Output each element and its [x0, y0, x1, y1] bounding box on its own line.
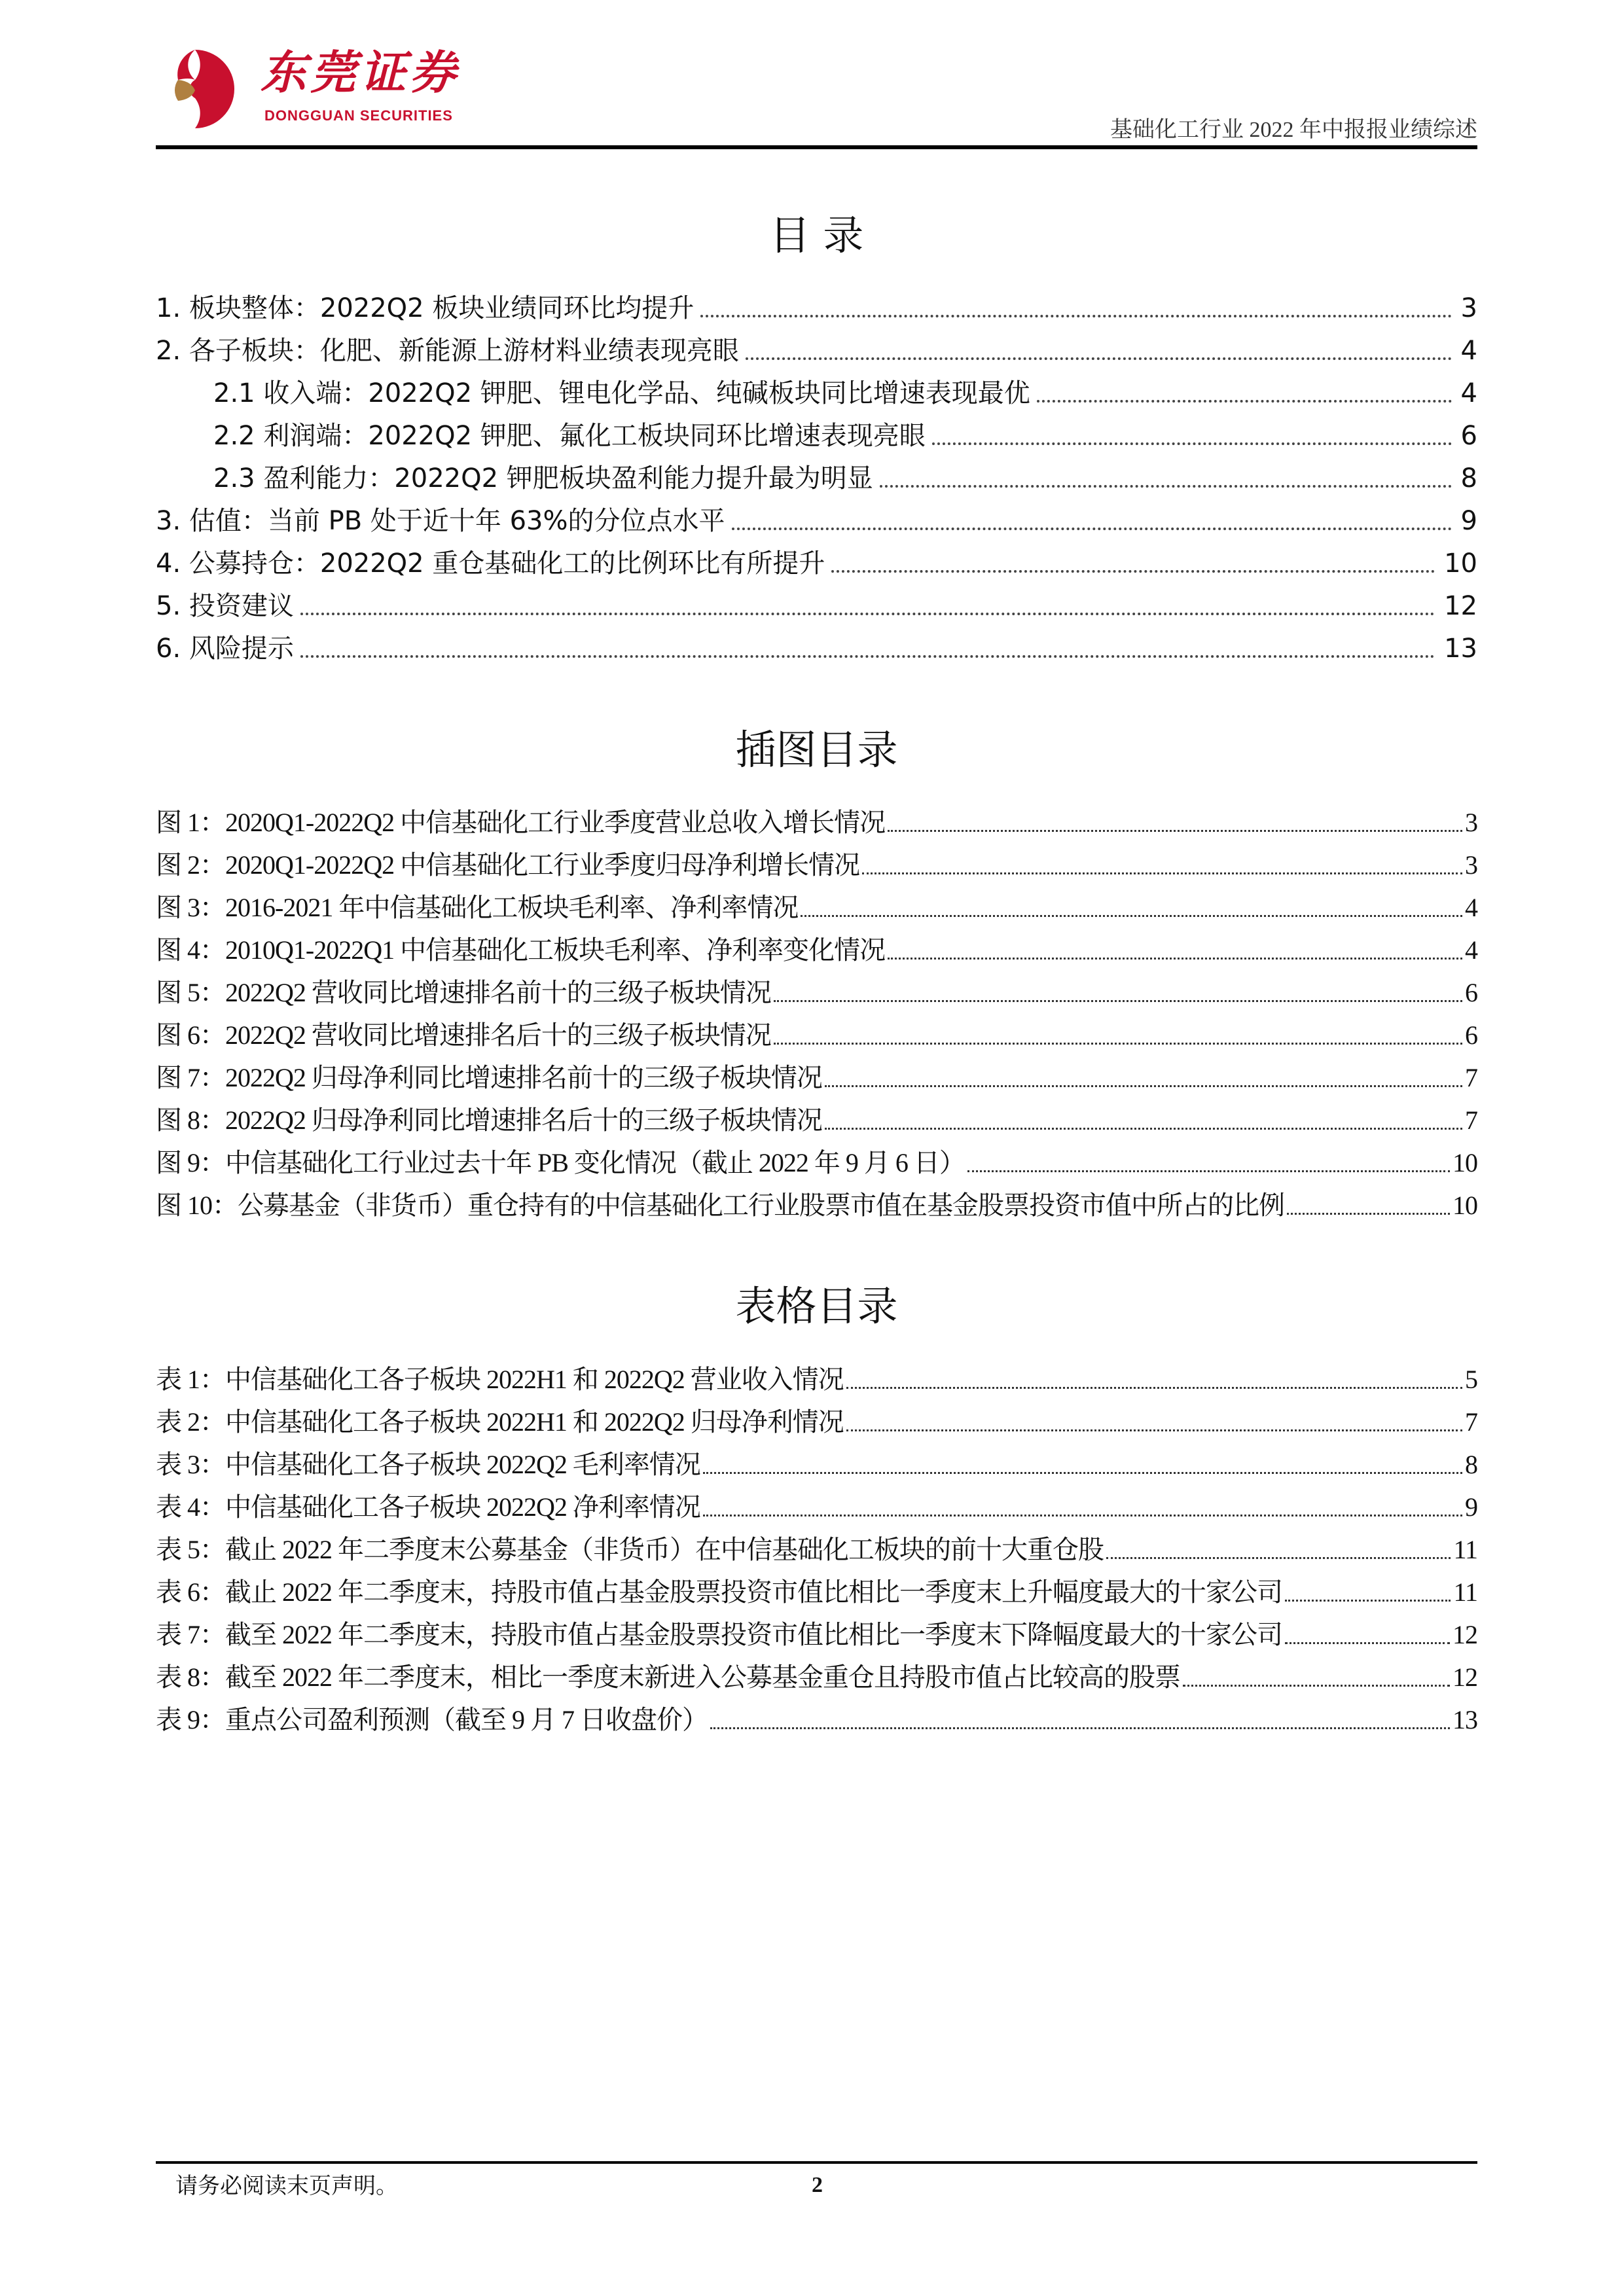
figure-entry-page: 10: [1453, 1191, 1477, 1220]
table-entry-label: 表 8：截至 2022 年二季度末，相比一季度末新进入公募基金重仓且持股市值占比较高的股票: [156, 1662, 1180, 1692]
dot-leader: [846, 1429, 1462, 1431]
table-entry[interactable]: [156, 1607, 1477, 1649]
dongguan-securities-logo-icon: [169, 48, 241, 130]
dot-leader: [862, 872, 1462, 874]
figure-entry-label: 图 1：2020Q1-2022Q2 中信基础化工行业季度营业总收入增长情况: [156, 808, 886, 837]
figure-entry-label: 图 5：2022Q2 营收同比增速排名前十的三级子板块情况: [156, 978, 771, 1007]
figure-entry[interactable]: [156, 1092, 1477, 1135]
dot-leader: [801, 915, 1462, 917]
table-entry[interactable]: [156, 1352, 1477, 1394]
figure-entry-label: 图 9：中信基础化工行业过去十年 PB 变化情况（截止 2022 年 9 月 6 日）: [156, 1148, 965, 1177]
table-entry-label: 表 1：中信基础化工各子板块 2022H1 和 2022Q2 营业收入情况: [156, 1365, 844, 1394]
footer-disclaimer: 请务必阅读末页声明。: [175, 2173, 398, 2199]
toc-entry[interactable]: [156, 280, 1477, 323]
figure-entry-label: 图 10：公募基金（非货币）重仓持有的中信基础化工行业股票市值在基金股票投资市值中所占的比例: [156, 1191, 1284, 1220]
figure-entry-page: 3: [1465, 808, 1477, 837]
dot-leader: [746, 357, 1452, 360]
footer-divider: [156, 2161, 1477, 2164]
toc-entry-page: 9: [1460, 506, 1477, 536]
table-entry[interactable]: [156, 1692, 1477, 1734]
table-entry[interactable]: [156, 1649, 1477, 1692]
toc-entry[interactable]: [156, 578, 1477, 620]
figure-entry[interactable]: [156, 837, 1477, 880]
toc-entry[interactable]: [156, 620, 1477, 663]
figure-entry-label: 图 7：2022Q2 归母净利同比增速排名前十的三级子板块情况: [156, 1063, 822, 1092]
table-entry[interactable]: [156, 1479, 1477, 1522]
tables-list: [156, 1352, 1477, 1734]
table-entry[interactable]: [156, 1522, 1477, 1564]
figure-entry-label: 图 6：2022Q2 营收同比增速排名后十的三级子板块情况: [156, 1020, 771, 1050]
dot-leader: [831, 570, 1435, 573]
toc-entry-page: 6: [1460, 421, 1477, 451]
table-entry-label: 表 5：截止 2022 年二季度末公募基金（非货币）在中信基础化工板块的前十大重仓股: [156, 1535, 1104, 1564]
figures-title: 插图目录: [735, 726, 898, 774]
dot-leader: [774, 1000, 1462, 1002]
dot-leader: [300, 655, 1435, 658]
table-entry-page: 11: [1453, 1577, 1477, 1607]
dot-leader: [825, 1085, 1462, 1087]
table-entry-label: 表 2：中信基础化工各子板块 2022H1 和 2022Q2 归母净利情况: [156, 1407, 844, 1437]
dot-leader: [774, 1043, 1462, 1045]
figure-entry-label: 图 8：2022Q2 归母净利同比增速排名后十的三级子板块情况: [156, 1105, 822, 1135]
dot-leader: [1183, 1685, 1450, 1687]
figure-entry-page: 7: [1465, 1063, 1477, 1092]
toc-entry[interactable]: [156, 535, 1477, 578]
dot-leader: [1037, 400, 1452, 403]
toc-entry-label: 2.1 收入端：2022Q2 钾肥、锂电化学品、纯碱板块同比增速表现最优: [213, 378, 1030, 408]
dot-leader: [1285, 1600, 1451, 1602]
figure-entry[interactable]: [156, 922, 1477, 965]
dot-leader: [700, 315, 1451, 317]
figure-entry[interactable]: [156, 795, 1477, 837]
dot-leader: [880, 485, 1452, 488]
table-entry-page: 11: [1453, 1535, 1477, 1564]
toc-entry[interactable]: [156, 450, 1477, 493]
toc-entry[interactable]: [156, 323, 1477, 365]
toc-entry-label: 5. 投资建议: [156, 591, 294, 621]
toc-entry-page: 3: [1460, 293, 1477, 323]
dot-leader: [300, 613, 1435, 615]
figure-entry-label: 图 2：2020Q1-2022Q2 中信基础化工行业季度归母净利增长情况: [156, 850, 860, 880]
toc-entry-label: 4. 公募持仓：2022Q2 重仓基础化工的比例环比有所提升: [156, 548, 825, 579]
table-entry-label: 表 4：中信基础化工各子板块 2022Q2 净利率情况: [156, 1492, 700, 1522]
report-title: 基础化工行业 2022 年中报报业绩综述: [1110, 118, 1477, 142]
table-entry-label: 表 6：截止 2022 年二季度末，持股市值占基金股票投资市值比相比一季度末上升幅度最大的十家公司: [156, 1577, 1282, 1607]
table-entry-page: 12: [1453, 1620, 1477, 1649]
figure-entry[interactable]: [156, 1007, 1477, 1050]
toc-entry-label: 3. 估值：当前 PB 处于近十年 63%的分位点水平: [156, 506, 725, 536]
dot-leader: [1106, 1557, 1451, 1559]
dot-leader: [932, 442, 1452, 445]
figure-entry-page: 3: [1465, 850, 1477, 880]
dot-leader: [1285, 1642, 1450, 1644]
table-entry-page: 13: [1453, 1705, 1477, 1734]
table-entry-page: 12: [1453, 1662, 1477, 1692]
figure-entry-page: 10: [1453, 1148, 1477, 1177]
toc-entry-label: 2. 各子板块：化肥、新能源上游材料业绩表现亮眼: [156, 336, 739, 366]
dot-leader: [1287, 1213, 1450, 1215]
figure-entry[interactable]: [156, 880, 1477, 922]
figure-entry-page: 4: [1465, 893, 1477, 922]
table-entry-label: 表 7：截至 2022 年二季度末，持股市值占基金股票投资市值比相比一季度末下降幅度最大的十家公司: [156, 1620, 1282, 1649]
table-entry-label: 表 9：重点公司盈利预测（截至 9 月 7 日收盘价）: [156, 1705, 708, 1734]
table-entry-page: 9: [1465, 1492, 1477, 1522]
figure-entry-page: 6: [1465, 978, 1477, 1007]
dot-leader: [888, 958, 1462, 960]
toc-entry-page: 12: [1444, 591, 1477, 621]
table-entry-page: 8: [1465, 1450, 1477, 1479]
dot-leader: [846, 1387, 1462, 1389]
toc-entry-page: 13: [1444, 634, 1477, 664]
figure-entry-label: 图 3：2016-2021 年中信基础化工板块毛利率、净利率情况: [156, 893, 799, 922]
figure-entry-page: 6: [1465, 1020, 1477, 1050]
page-number: 2: [812, 2173, 823, 2197]
toc-entry-label: 2.2 利润端：2022Q2 钾肥、氟化工板块同环比增速表现亮眼: [213, 421, 926, 451]
table-entry[interactable]: [156, 1564, 1477, 1607]
toc-entry-page: 8: [1460, 463, 1477, 493]
toc-entry-label: 2.3 盈利能力：2022Q2 钾肥板块盈利能力提升最为明显: [213, 463, 873, 493]
header-divider: [156, 145, 1477, 149]
table-entry[interactable]: [156, 1437, 1477, 1479]
tables-title: 表格目录: [735, 1282, 898, 1330]
logo-chinese-name: 东莞证券: [261, 45, 460, 99]
figure-entry-page: 7: [1465, 1105, 1477, 1135]
figure-entry-label: 图 4：2010Q1-2022Q1 中信基础化工板块毛利率、净利率变化情况: [156, 935, 886, 965]
toc-entry-page: 4: [1460, 378, 1477, 408]
figure-entry[interactable]: [156, 1135, 1477, 1177]
toc-entry-page: 4: [1460, 336, 1477, 366]
dot-leader: [732, 528, 1452, 530]
table-entry-label: 表 3：中信基础化工各子板块 2022Q2 毛利率情况: [156, 1450, 700, 1479]
toc-list: [156, 280, 1477, 663]
toc-entry[interactable]: [156, 408, 1477, 450]
toc-entry-page: 10: [1444, 548, 1477, 579]
toc-entry-label: 1. 板块整体：2022Q2 板块业绩同环比均提升: [156, 293, 695, 323]
table-entry-page: 7: [1465, 1407, 1477, 1437]
figure-entry[interactable]: [156, 965, 1477, 1007]
figure-entry-page: 4: [1465, 935, 1477, 965]
toc-entry[interactable]: [156, 365, 1477, 408]
dot-leader: [825, 1128, 1462, 1130]
figure-entry[interactable]: [156, 1177, 1477, 1220]
dot-leader: [703, 1472, 1462, 1474]
table-entry[interactable]: [156, 1394, 1477, 1437]
dot-leader: [703, 1515, 1462, 1516]
table-entry-page: 5: [1465, 1365, 1477, 1394]
figures-list: [156, 795, 1477, 1220]
toc-entry[interactable]: [156, 493, 1477, 535]
toc-entry-label: 6. 风险提示: [156, 634, 294, 664]
logo-english-name: DONGGUAN SECURITIES: [264, 107, 453, 124]
dot-leader: [967, 1170, 1450, 1172]
toc-title: 目 录: [769, 211, 864, 259]
dot-leader: [710, 1727, 1450, 1729]
dot-leader: [888, 830, 1462, 832]
figure-entry[interactable]: [156, 1050, 1477, 1092]
